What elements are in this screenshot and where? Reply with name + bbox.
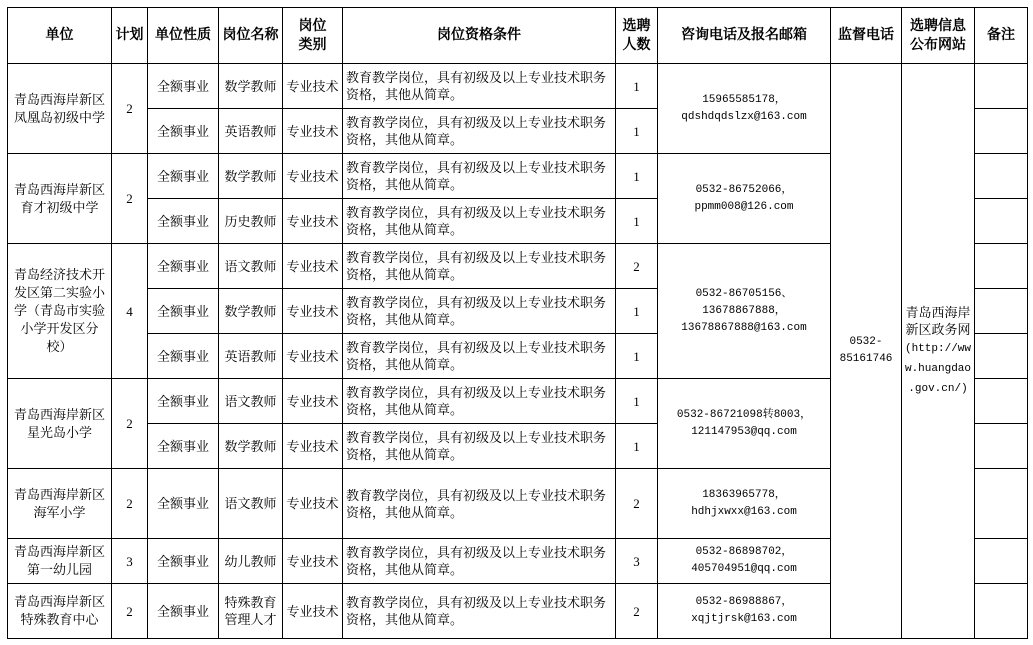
hire-count-cell: 2: [616, 584, 658, 639]
header-contact: 咨询电话及报名邮箱: [658, 8, 831, 64]
qualification-cell: 教育教学岗位，具有初级及以上专业技术职务资格，其他从简章。: [343, 469, 616, 539]
qualification-cell: 教育教学岗位，具有初级及以上专业技术职务资格，其他从简章。: [343, 64, 616, 109]
unit-nature-cell: 全额事业: [148, 379, 219, 424]
position-name-cell: 数学教师: [219, 154, 283, 199]
remark-cell: [975, 379, 1028, 424]
header-unit-nature: 单位性质: [148, 8, 219, 64]
qualification-cell: 教育教学岗位，具有初级及以上专业技术职务资格，其他从简章。: [343, 289, 616, 334]
unit-nature-cell: 全额事业: [148, 334, 219, 379]
position-name-cell: 数学教师: [219, 424, 283, 469]
position-category-cell: 专业技术: [283, 244, 343, 289]
position-category-cell: 专业技术: [283, 424, 343, 469]
plan-cell: 2: [112, 469, 148, 539]
qualification-cell: 教育教学岗位，具有初级及以上专业技术职务资格，其他从简章。: [343, 199, 616, 244]
position-category-cell: 专业技术: [283, 109, 343, 154]
hire-count-cell: 1: [616, 109, 658, 154]
unit-name-cell: 青岛西海岸新区育才初级中学: [8, 154, 112, 244]
header-remark: 备注: [975, 8, 1028, 64]
remark-cell: [975, 424, 1028, 469]
position-name-cell: 英语教师: [219, 334, 283, 379]
unit-name-cell: 青岛西海岸新区第一幼儿园: [8, 539, 112, 584]
remark-cell: [975, 64, 1028, 109]
contact-cell: 0532-86752066，ppmm008@126.com: [658, 154, 831, 244]
remark-cell: [975, 244, 1028, 289]
header-plan: 计划: [112, 8, 148, 64]
unit-nature-cell: 全额事业: [148, 244, 219, 289]
position-category-cell: 专业技术: [283, 379, 343, 424]
unit-nature-cell: 全额事业: [148, 199, 219, 244]
header-hire-count: 选聘 人数: [616, 8, 658, 64]
header-qualification: 岗位资格条件: [343, 8, 616, 64]
supervision-phone-part: 85161746: [839, 353, 893, 365]
unit-nature-cell: 全额事业: [148, 469, 219, 539]
remark-cell: [975, 199, 1028, 244]
unit-name-cell: 青岛西海岸新区海军小学: [8, 469, 112, 539]
hire-count-cell: 1: [616, 154, 658, 199]
position-category-cell: 专业技术: [283, 539, 343, 584]
website-url: (http://www.huangdao.gov.cn/): [904, 343, 971, 395]
unit-nature-cell: 全额事业: [148, 539, 219, 584]
supervision-phone-part: 0532-: [849, 336, 883, 348]
remark-cell: [975, 539, 1028, 584]
position-name-cell: 语文教师: [219, 469, 283, 539]
recruitment-table: [7, 7, 1028, 639]
hire-count-cell: 1: [616, 379, 658, 424]
plan-cell: 2: [112, 154, 148, 244]
contact-cell: 0532-86898702，405704951@qq.com: [658, 539, 831, 584]
remark-cell: [975, 289, 1028, 334]
header-supervision-phone: 监督电话: [831, 8, 902, 64]
unit-name-cell: 青岛西海岸新区星光岛小学: [8, 379, 112, 469]
unit-nature-cell: 全额事业: [148, 424, 219, 469]
position-category-cell: 专业技术: [283, 584, 343, 639]
position-name-cell: 数学教师: [219, 64, 283, 109]
publish-website-cell: [902, 64, 975, 639]
remark-cell: [975, 109, 1028, 154]
plan-cell: 2: [112, 379, 148, 469]
unit-nature-cell: 全额事业: [148, 154, 219, 199]
plan-cell: 4: [112, 244, 148, 379]
table-header: [8, 8, 1028, 64]
position-name-cell: 语文教师: [219, 244, 283, 289]
position-category-cell: 专业技术: [283, 289, 343, 334]
plan-cell: 3: [112, 539, 148, 584]
position-name-cell: 特殊教育管理人才: [219, 584, 283, 639]
remark-cell: [975, 334, 1028, 379]
unit-name-cell: 青岛西海岸新区凤凰岛初级中学: [8, 64, 112, 154]
hire-count-cell: 1: [616, 424, 658, 469]
position-name-cell: 数学教师: [219, 289, 283, 334]
remark-cell: [975, 469, 1028, 539]
hire-count-cell: 2: [616, 469, 658, 539]
contact-cell: 18363965778，hdhjxwxx@163.com: [658, 469, 831, 539]
unit-nature-cell: 全额事业: [148, 64, 219, 109]
unit-name-cell: 青岛经济技术开发区第二实验小学（青岛市实验小学开发区分校）: [8, 244, 112, 379]
unit-nature-cell: 全额事业: [148, 289, 219, 334]
hire-count-cell: 1: [616, 334, 658, 379]
qualification-cell: 教育教学岗位，具有初级及以上专业技术职务资格，其他从简章。: [343, 584, 616, 639]
position-category-cell: 专业技术: [283, 334, 343, 379]
qualification-cell: 教育教学岗位，具有初级及以上专业技术职务资格，其他从简章。: [343, 379, 616, 424]
contact-cell: 0532-86705156、13678867888，13678867888@163.com: [658, 244, 831, 379]
hire-count-cell: 1: [616, 289, 658, 334]
remark-cell: [975, 584, 1028, 639]
plan-cell: 2: [112, 584, 148, 639]
remark-cell: [975, 154, 1028, 199]
hire-count-cell: 3: [616, 539, 658, 584]
hire-count-cell: 1: [616, 199, 658, 244]
position-category-cell: 专业技术: [283, 199, 343, 244]
header-position-name: 岗位名称: [219, 8, 283, 64]
qualification-cell: 教育教学岗位，具有初级及以上专业技术职务资格，其他从简章。: [343, 154, 616, 199]
unit-nature-cell: 全额事业: [148, 109, 219, 154]
contact-cell: 0532-86988867，xqjtjrsk@163.com: [658, 584, 831, 639]
table-row: [8, 64, 1028, 109]
supervision-phone-cell: [831, 64, 902, 639]
header-unit: 单位: [8, 8, 112, 64]
position-name-cell: 英语教师: [219, 109, 283, 154]
position-category-cell: 专业技术: [283, 154, 343, 199]
qualification-cell: 教育教学岗位，具有初级及以上专业技术职务资格，其他从简章。: [343, 244, 616, 289]
hire-count-cell: 2: [616, 244, 658, 289]
position-name-cell: 语文教师: [219, 379, 283, 424]
qualification-cell: 教育教学岗位，具有初级及以上专业技术职务资格，其他从简章。: [343, 539, 616, 584]
plan-cell: 2: [112, 64, 148, 154]
website-name: 青岛西海岸新区政务网: [905, 305, 971, 337]
header-position-category: 岗位 类别: [283, 8, 343, 64]
position-category-cell: 专业技术: [283, 64, 343, 109]
contact-cell: 15965585178，qdshdqdslzx@163.com: [658, 64, 831, 154]
qualification-cell: 教育教学岗位，具有初级及以上专业技术职务资格，其他从简章。: [343, 334, 616, 379]
header-publish-website: 选聘信息 公布网站: [902, 8, 975, 64]
position-name-cell: 历史教师: [219, 199, 283, 244]
table-body: [8, 64, 1028, 639]
unit-name-cell: 青岛西海岸新区特殊教育中心: [8, 584, 112, 639]
position-category-cell: 专业技术: [283, 469, 343, 539]
position-name-cell: 幼儿教师: [219, 539, 283, 584]
qualification-cell: 教育教学岗位，具有初级及以上专业技术职务资格，其他从简章。: [343, 109, 616, 154]
unit-nature-cell: 全额事业: [148, 584, 219, 639]
qualification-cell: 教育教学岗位，具有初级及以上专业技术职务资格，其他从简章。: [343, 424, 616, 469]
header-row: [8, 8, 1028, 64]
hire-count-cell: 1: [616, 64, 658, 109]
contact-cell: 0532-86721098转8003，121147953@qq.com: [658, 379, 831, 469]
